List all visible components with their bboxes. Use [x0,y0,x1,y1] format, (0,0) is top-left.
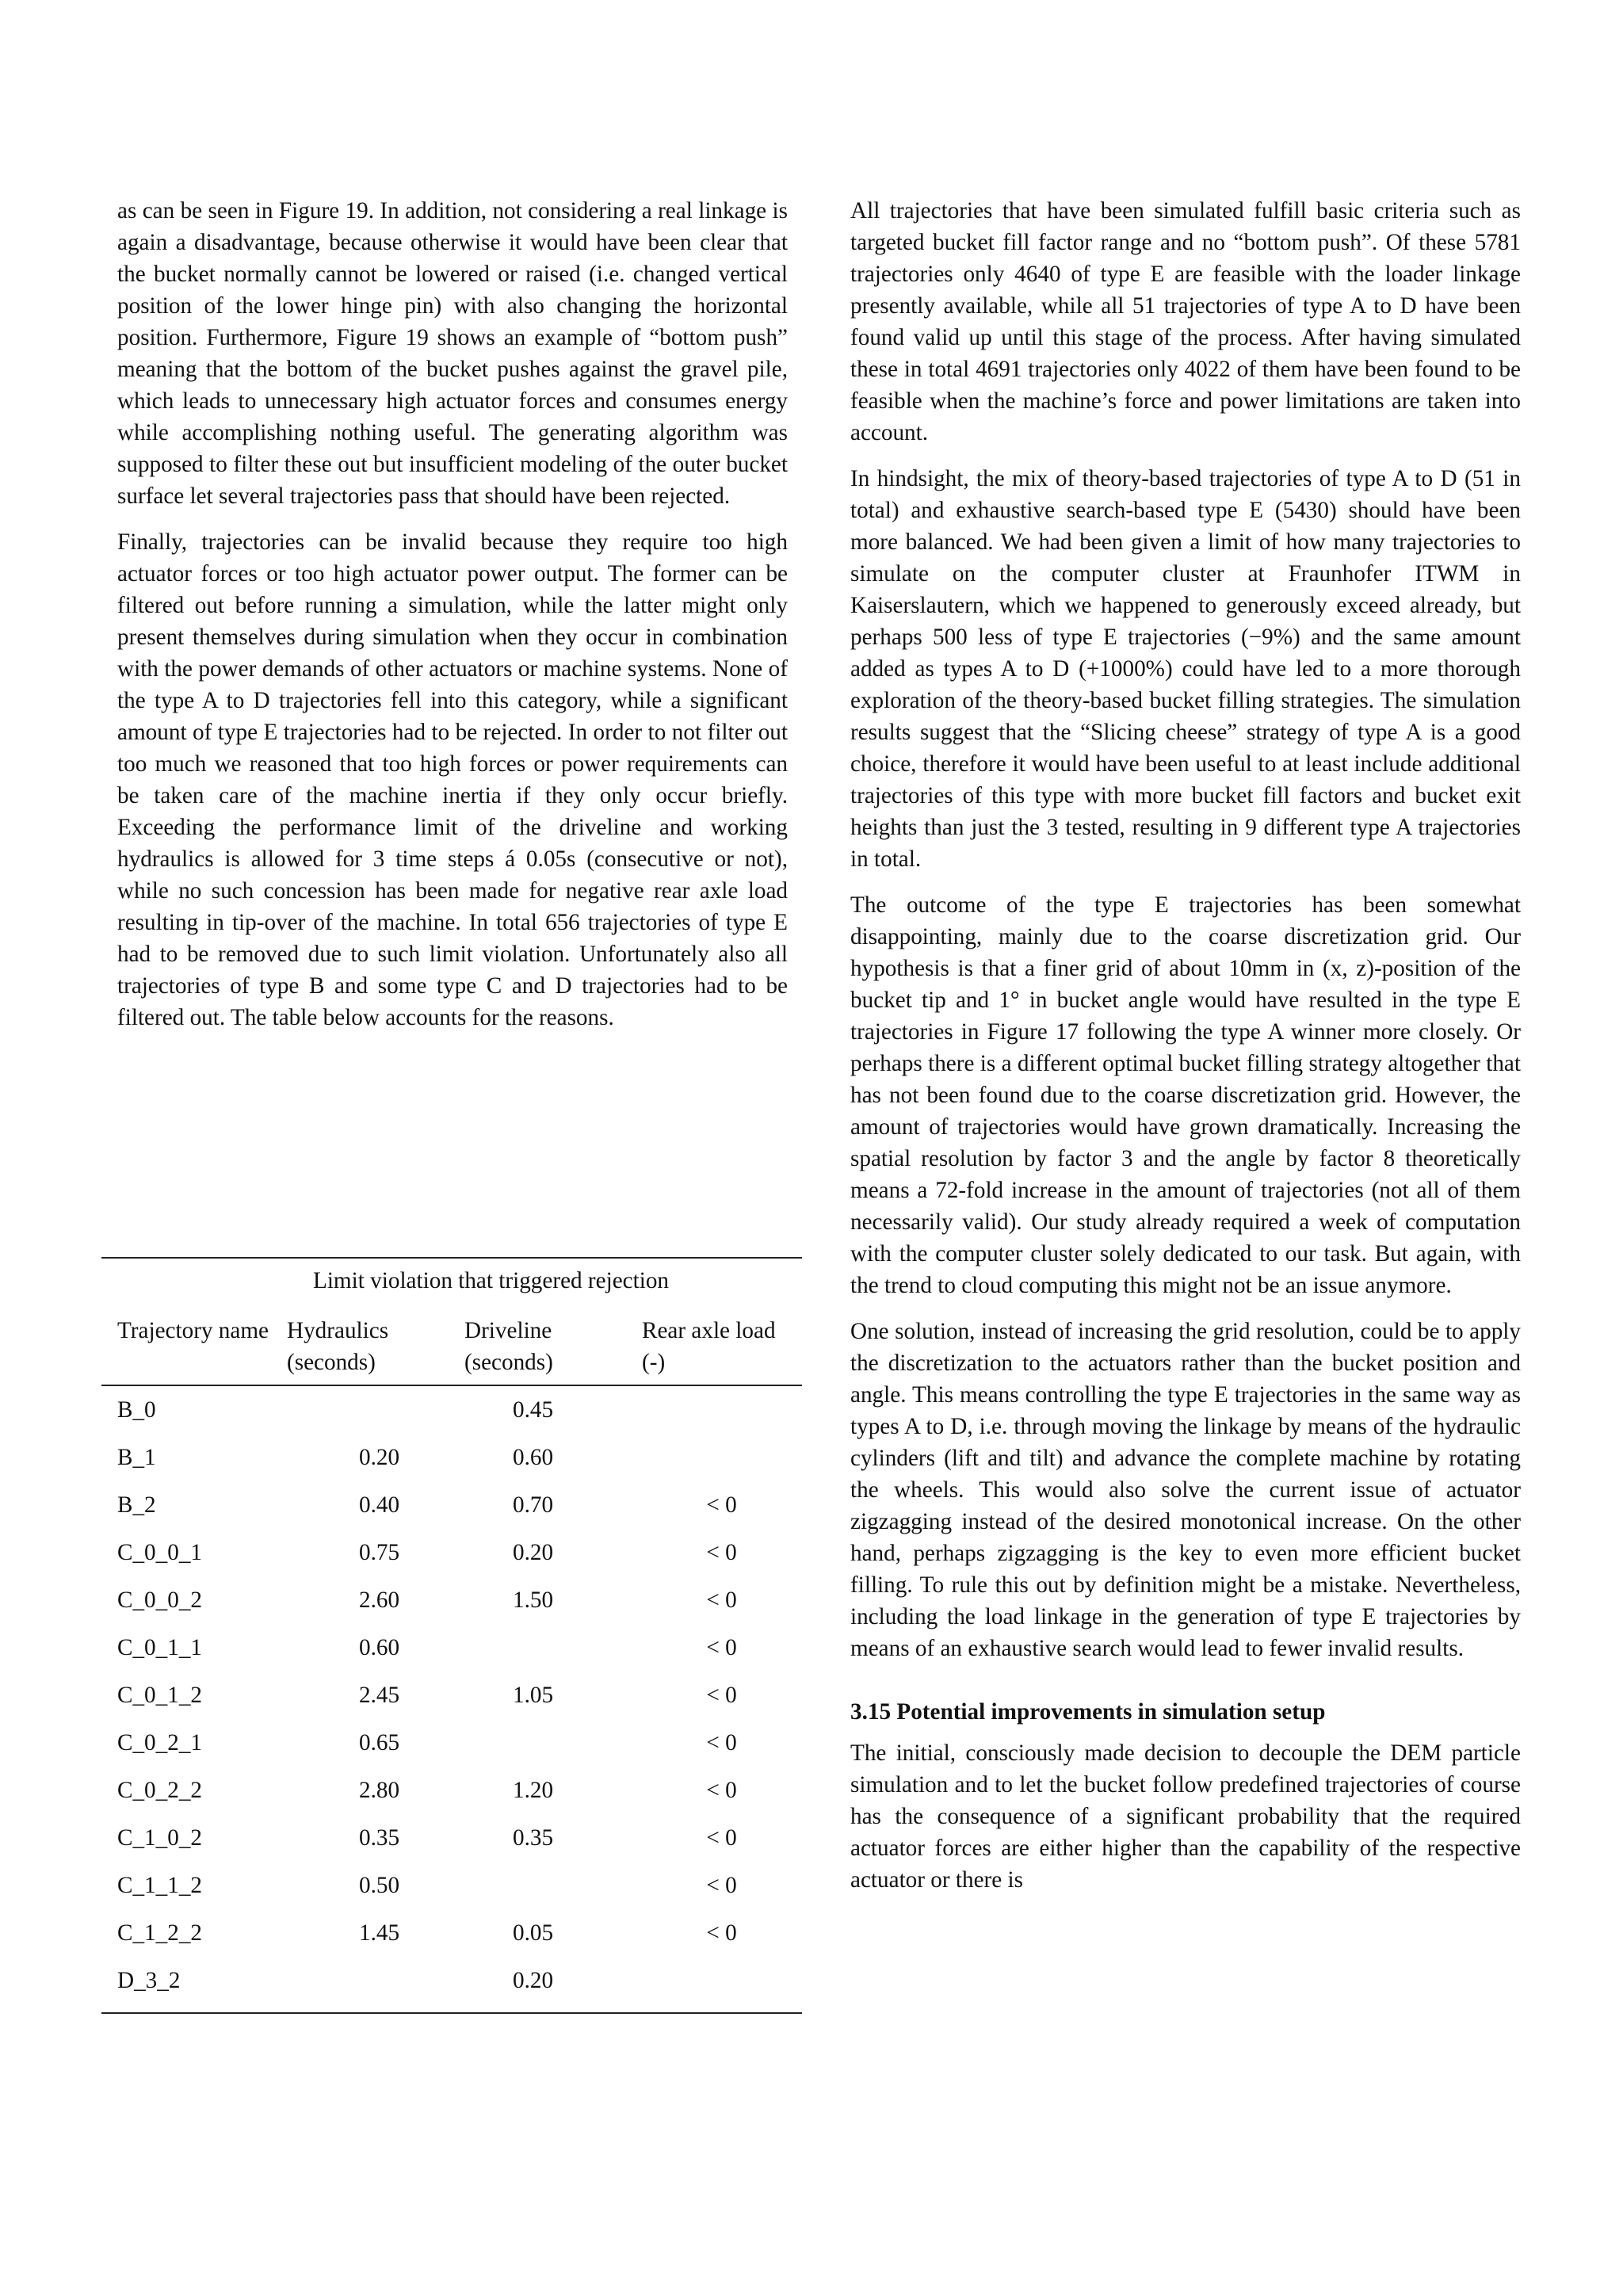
cell-name: C_1_1_2 [117,1873,203,1898]
cell-hydraulics: 2.80 [359,1778,400,1803]
right-paragraph-4: One solution, instead of increasing the grid resolution, could be to apply the discretization to the actuators rather than the bucket position and angle. This means controlling the type E trajectories in the same way as types A to D, i.e. through moving the linkage by means of the hydraulic cylinders (lift and tilt) and advance the complete machine by rotating the wheels. This would also solve the current issue of actuator zigzagging instead of the desired monotonical increase. On the other hand, perhaps zigzagging is the key to even more efficient bucket filling. To rule this out by definition might be a mistake. Nevertheless, including the load linkage in the generation of type E trajectories by means of an exhaustive search would lead to fewer invalid results. [850,1319,1521,1661]
section-heading: 3.15 Potential improvements in simulation setup [850,1699,1326,1725]
table-span-header: Limit violation that triggered rejection [101,1258,802,1297]
right-paragraph-3: The outcome of the type E trajectories has been somewhat disappointing, mainly due to the coarse discretization grid. Our hypothesis is that a finer grid of about 10mm in (x, z)-position of the bucket tip and 1° in bucket angle would have resulted in the type E trajectories in Figure 17 following the type A winner more closely. Or perhaps there is a different optimal bucket filling strategy altogether that has not been found due to the coarse discretization grid. However, the amount of trajectories would have grown dramatically. Increasing the spatial resolution by factor 3 and the angle by factor 8 theoretically means a 72-fold increase in the amount of trajectories (not all of them necessarily valid). Our study already required a week of computation with the computer cluster solely dedicated to our task. But again, with the trend to cloud computing this might not be an issue anymore. [850,892,1521,1298]
cell-rear-axle: < 0 [706,1825,737,1851]
column-header-trajectory-name: Trajectory name [101,1297,286,1385]
table-row [101,1434,802,1481]
cell-hydraulics: 0.20 [359,1445,400,1470]
cell-hydraulics: 2.60 [359,1587,400,1613]
cell-name: C_0_1_1 [117,1635,203,1660]
cell-rear-axle [641,1434,802,1481]
cell-name: C_0_0_2 [117,1587,203,1613]
right-paragraph-1: All trajectories that have been simulated fulfill basic criteria such as targeted bucket fill factor range and no “bottom push”. Of these 5781 trajectories only 4640 of type E are feasible with the loader linkage presently available, while all 51 trajectories of type A to D have been found valid up until this stage of the process. After having simulated these in total 4691 trajectories only 4022 of them have been found to be feasible when the machine’s force and power limitations are taken into account. [850,198,1521,445]
table-row [101,1719,802,1767]
cell-driveline: 1.50 [513,1587,554,1613]
section-paragraph: The initial, consciously made decision to decouple the DEM particle simulation and to let the bucket follow predefined trajectories of course has the consequence of a significant probability that the required actuator forces are either higher than the capability of the respective actuator or there is [850,1740,1521,1893]
cell-driveline: 0.45 [513,1397,554,1423]
cell-rear-axle: < 0 [706,1635,737,1660]
cell-hydraulics [286,1385,464,1434]
cell-rear-axle [641,1957,802,2013]
cell-rear-axle: < 0 [706,1730,737,1755]
cell-rear-axle: < 0 [706,1920,737,1946]
cell-name: B_1 [117,1445,156,1470]
table-row [101,1671,802,1719]
column-header-hydraulics: Hydraulics (seconds) [286,1297,464,1385]
cell-rear-axle [641,1385,802,1434]
cell-rear-axle: < 0 [706,1683,737,1708]
cell-rear-axle: < 0 [706,1540,737,1565]
cell-name: C_0_2_2 [117,1778,203,1803]
cell-rear-axle: < 0 [706,1873,737,1898]
table-row [101,1957,802,2013]
cell-name: C_0_0_1 [117,1540,203,1565]
cell-name: C_1_0_2 [117,1825,203,1851]
cell-driveline: 0.05 [513,1920,554,1946]
table-row [101,1576,802,1624]
cell-driveline: 0.70 [513,1492,554,1518]
cell-rear-axle: < 0 [706,1778,737,1803]
cell-hydraulics: 2.45 [359,1683,400,1708]
column-header-driveline: Driveline (seconds) [464,1297,641,1385]
cell-driveline: 0.20 [513,1540,554,1565]
left-paragraph-1: as can be seen in Figure 19. In addition, not considering a real linkage is again a disadvantage, because otherwise it would have been clear that the bucket normally cannot be lowered or raised (i.e. changed vertical position of the lower hinge pin) with also changing the horizontal position. Furthermore, Figure 19 shows an example of “bottom push” meaning that the bottom of the bucket pushes against the gravel pile, which leads to unnecessary high actuator forces and consumes energy while accomplishing nothing useful. The generating algorithm was supposed to filter these out but insufficient modeling of the outer bucket surface let several trajectories pass that should have been rejected. [117,198,788,509]
cell-name: D_3_2 [101,1957,286,2013]
cell-driveline [464,1624,641,1671]
cell-name: C_0_2_1 [117,1730,203,1755]
cell-hydraulics: 0.60 [359,1635,400,1660]
cell-hydraulics: 0.75 [359,1540,400,1565]
table-row [101,1481,802,1529]
table-row [101,1767,802,1814]
cell-name: C_1_2_2 [117,1920,203,1946]
cell-hydraulics: 0.65 [359,1730,400,1755]
cell-driveline: 0.35 [513,1825,554,1851]
cell-driveline: 0.20 [464,1957,641,2013]
cell-hydraulics: 0.50 [359,1873,400,1898]
cell-hydraulics: 0.40 [359,1492,400,1518]
cell-name: B_2 [117,1492,156,1518]
table-row [101,1624,802,1671]
cell-driveline [464,1719,641,1767]
table-row [101,1909,802,1957]
cell-name: C_0_1_2 [117,1683,203,1708]
cell-driveline: 1.20 [513,1778,554,1803]
left-column [117,195,788,1048]
table-row [101,1862,802,1909]
cell-driveline: 0.60 [513,1445,554,1470]
limit-violation-table [101,1257,802,2014]
cell-hydraulics: 1.45 [359,1920,400,1946]
cell-rear-axle: < 0 [706,1587,737,1613]
cell-rear-axle: < 0 [706,1492,737,1518]
right-column [850,195,1521,1910]
cell-hydraulics [286,1957,464,2013]
table-row [101,1814,802,1862]
left-paragraph-2: Finally, trajectories can be invalid because they require too high actuator forces or too high actuator power output. The former can be filtered out before running a simulation, while the latter might only present themselves during simulation when they occur in combination with the power demands of other actuators or machine systems. None of the type A to D trajectories fell into this category, while a significant amount of type E trajectories had to be rejected. In order to not filter out too much we reasoned that too high forces or power requirements can be taken care of the machine inertia if they only occur briefly. Exceeding the performance limit of the driveline and working hydraulics is allowed for 3 time steps á 0.05s (consecutive or not), while no such concession has been made for negative rear axle load resulting in tip-over of the machine. In total 656 trajectories of type E had to be removed due to such limit violation. Unfortunately also all trajectories of type B and some type C and D trajectories had to be filtered out. The table below accounts for the reasons. [117,529,788,1030]
right-paragraph-2: In hindsight, the mix of theory-based trajectories of type A to D (51 in total) and exhaustive search-based type E (5430) should have been more balanced. We had been given a limit of how many trajectories to simulate on the computer cluster at Fraunhofer ITWM in Kaiserslautern, which we happened to generously exceed already, but perhaps 500 less of type E trajectories (−9%) and the same amount added as types A to D (+1000%) could have led to a more thorough exploration of the theory-based bucket filling strategies. The simulation results suggest that the “Slicing cheese” strategy of type A is a good choice, therefore it would have been useful to at least include additional trajectories of this type with more bucket fill factors and bucket exit heights than just the 3 tested, resulting in 9 different type A trajectories in total. [850,466,1521,872]
cell-name: B_0 [117,1397,156,1423]
column-header-rear-axle-load: Rear axle load (-) [641,1297,802,1385]
table-row [101,1385,802,1434]
table-row [101,1529,802,1576]
cell-hydraulics: 0.35 [359,1825,400,1851]
cell-driveline: 1.05 [513,1683,554,1708]
cell-driveline [464,1862,641,1909]
